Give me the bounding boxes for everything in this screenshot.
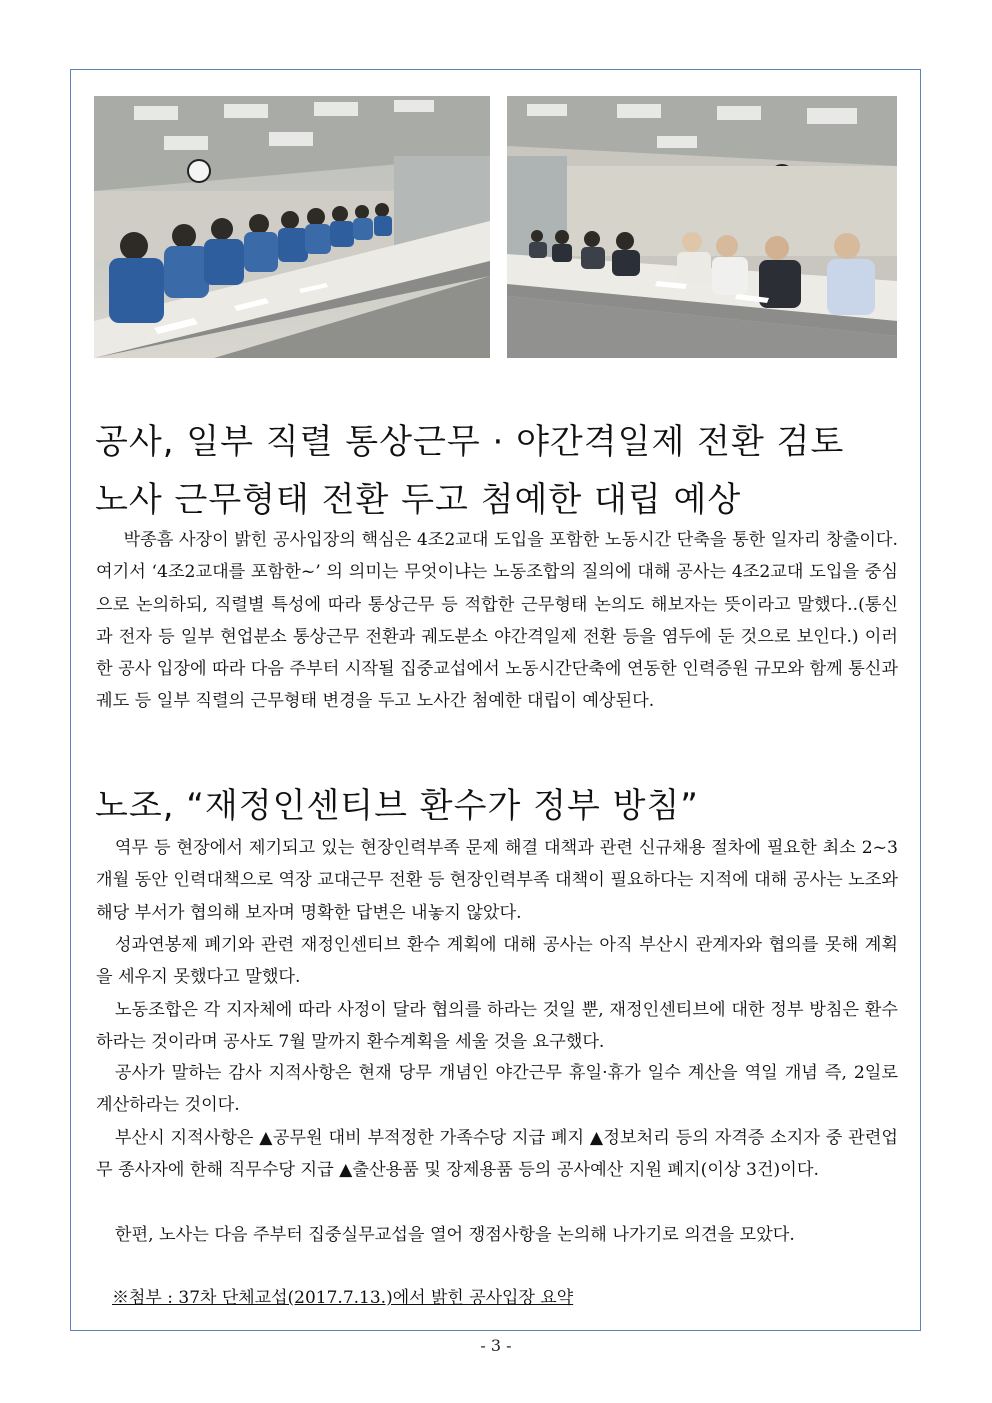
meeting-photo-management-side: [507, 96, 897, 358]
article-paragraph: 부산시 지적사항은 ▲공무원 대비 부적정한 가족수당 지급 폐지 ▲정보처리 등의 자격증 소지자 중 관련업무 종사자에 한해 직무수당 지급 ▲출산용품 및 장제용품 등의 공사예산 지원 폐지(이상 3건)이다.: [96, 1128, 898, 1181]
article-paragraph: 성과연봉제 폐기와 관련 재정인센티브 환수 계획에 대해 공사는 아직 부산시 관계자와 협의를 못해 계획을 세우지 못했다고 말했다.: [96, 935, 898, 988]
article-paragraph: 한편, 노사는 다음 주부터 집중실무교섭을 열어 쟁점사항을 논의해 나가기로 의견을 모았다.: [114, 1225, 795, 1245]
headline-2: 노조, “재정인센티브 환수가 정부 방침”: [95, 786, 699, 826]
page-number: - 3 -: [480, 1336, 512, 1355]
article-paragraph: 공사가 말하는 감사 지적사항은 현재 당무 개념인 야간근무 휴일·휴가 일수 계산을 역일 개념 즉, 2일로 계산하라는 것이다.: [96, 1063, 898, 1116]
meeting-photo-union-side: [94, 96, 490, 358]
article-paragraph: 역무 등 현장에서 제기되고 있는 현장인력부족 문제 해결 대책과 관련 신규채용 절차에 필요한 최소 2~3개월 동안 인력대책으로 역장 교대근무 전환 등 현장인력부족 대책이 필요하다는 지적에 대해 공사는 노조와 해당 부서가 협의해 보자며 명확한 답변은 내놓지 않았다.: [96, 838, 898, 923]
article-paragraph-1: 박종흠 사장이 밝힌 공사입장의 핵심은 4조2교대 도입을 포함한 노동시간 단축을 통한 일자리 창출이다. 여기서 ‘4조2교대를 포함한~’ 의 의미는 무엇이냐는 노동조합의 질의에 대해 공사는 4조2교대 도입을 중심으로 논의하되, 직렬별 특성에 따라 통상근무 등 적합한 근무형태 논의도 해보자는 뜻이라고 말했다..(통신과 전자 등 일부 현업분소 통상근무 전환과 궤도분소 야간격일제 전환 등을 염두에 둔 것으로 보인다.) 이러한 공사 입장에 따라 다음 주부터 시작될 집중교섭에서 노동시간단축에 연동한 인력증원 규모와 함께 통신과 궤도 등 일부 직렬의 근무형태 변경을 두고 노사간 첨예한 대립이 예상된다.: [96, 530, 898, 712]
article-paragraph: 노동조합은 각 지자체에 따라 사정이 달라 협의를 하라는 것일 뿐, 재정인센티브에 대한 정부 방침은 환수하라는 것이라며 공사도 7월 말까지 환수계획을 세울 것을 요구했다.: [96, 1000, 898, 1053]
headline-1-line-1: 공사, 일부 직렬 통상근무 · 야간격일제 전환 검토: [95, 422, 845, 462]
headline-1-line-2: 노사 근무형태 전환 두고 첨예한 대립 예상: [95, 480, 742, 520]
attachment-link[interactable]: ※첨부 : 37차 단체교섭(2017.7.13.)에서 밝힌 공사입장 요약: [112, 1288, 574, 1308]
